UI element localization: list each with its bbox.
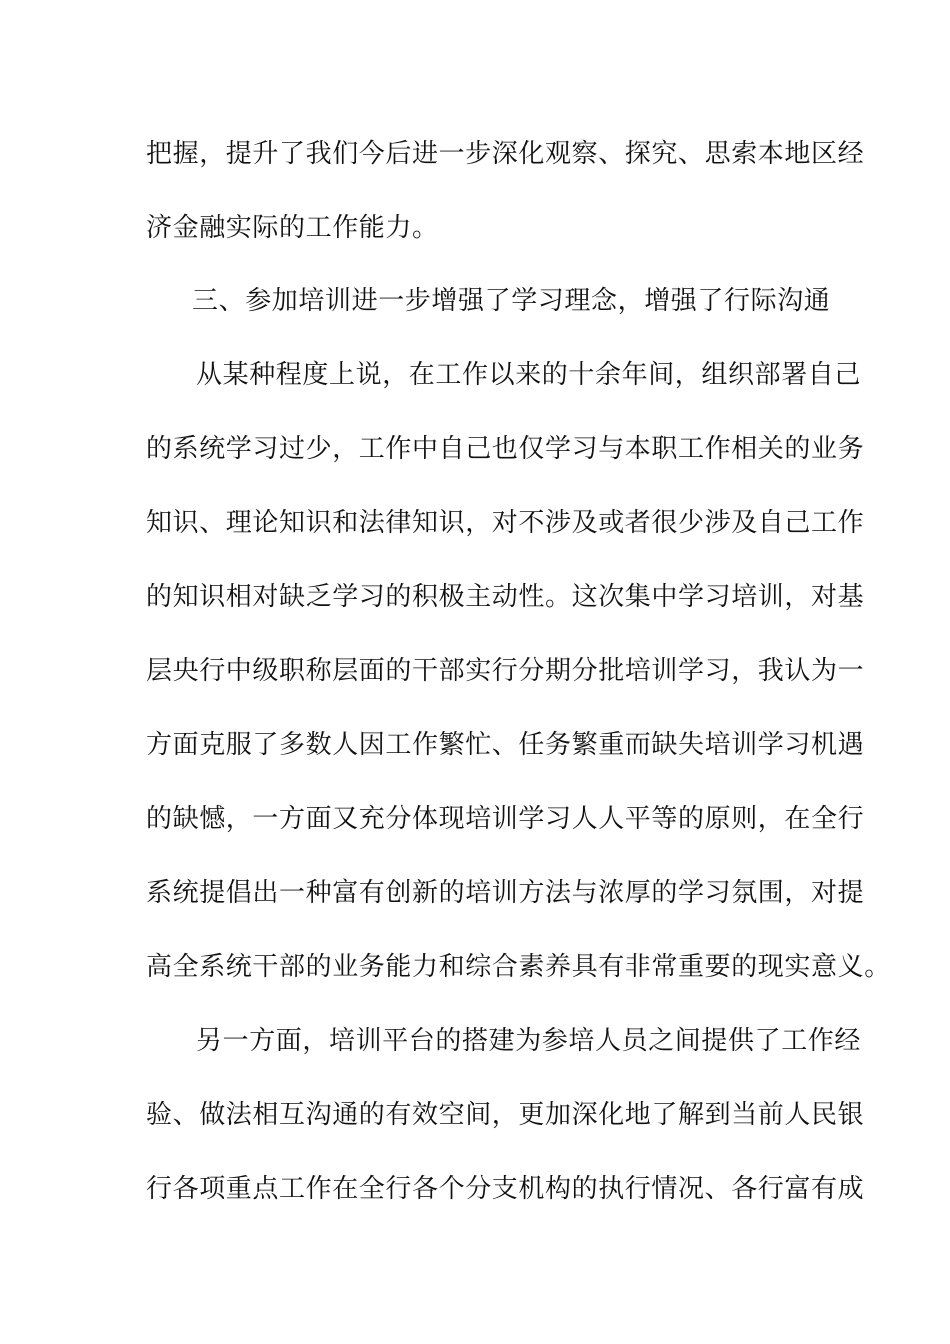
paragraph-line: 从某种程度上说，在工作以来的十余年间，组织部署自己 [196, 360, 862, 390]
paragraph-line: 系统提倡出一种富有创新的培训方法与浓厚的学习氛围，对提 [146, 878, 865, 908]
paragraph-line: 另一方面，培训平台的搭建为参培人员之间提供了工作经 [196, 1026, 862, 1056]
paragraph-line: 的知识相对缺乏学习的积极主动性。这次集中学习培训，对基 [146, 582, 865, 612]
paragraph-line: 济金融实际的工作能力。 [146, 213, 439, 243]
paragraph-line: 的系统学习过少，工作中自己也仅学习与本职工作相关的业务 [146, 434, 865, 464]
section-heading: 三、参加培训进一步增强了学习理念，增强了行际沟通 [192, 286, 831, 316]
paragraph-line: 把握，提升了我们今后进一步深化观察、探究、思索本地区经 [146, 139, 865, 169]
paragraph-line: 高全系统干部的业务能力和综合素养具有非常重要的现实意义。 [146, 952, 891, 982]
paragraph-line: 的缺憾，一方面又充分体现培训学习人人平等的原则，在全行 [146, 804, 865, 834]
paragraph-line: 方面克服了多数人因工作繁忙、任务繁重而缺失培训学习机遇 [146, 730, 865, 760]
paragraph-line: 验、做法相互沟通的有效空间，更加深化地了解到当前人民银 [146, 1100, 865, 1130]
paragraph-line: 行各项重点工作在全行各个分支机构的执行情况、各行富有成 [146, 1174, 865, 1204]
paragraph-line: 知识、理论知识和法律知识，对不涉及或者很少涉及自己工作 [146, 508, 865, 538]
paragraph-line: 层央行中级职称层面的干部实行分期分批培训学习，我认为一 [146, 656, 865, 686]
